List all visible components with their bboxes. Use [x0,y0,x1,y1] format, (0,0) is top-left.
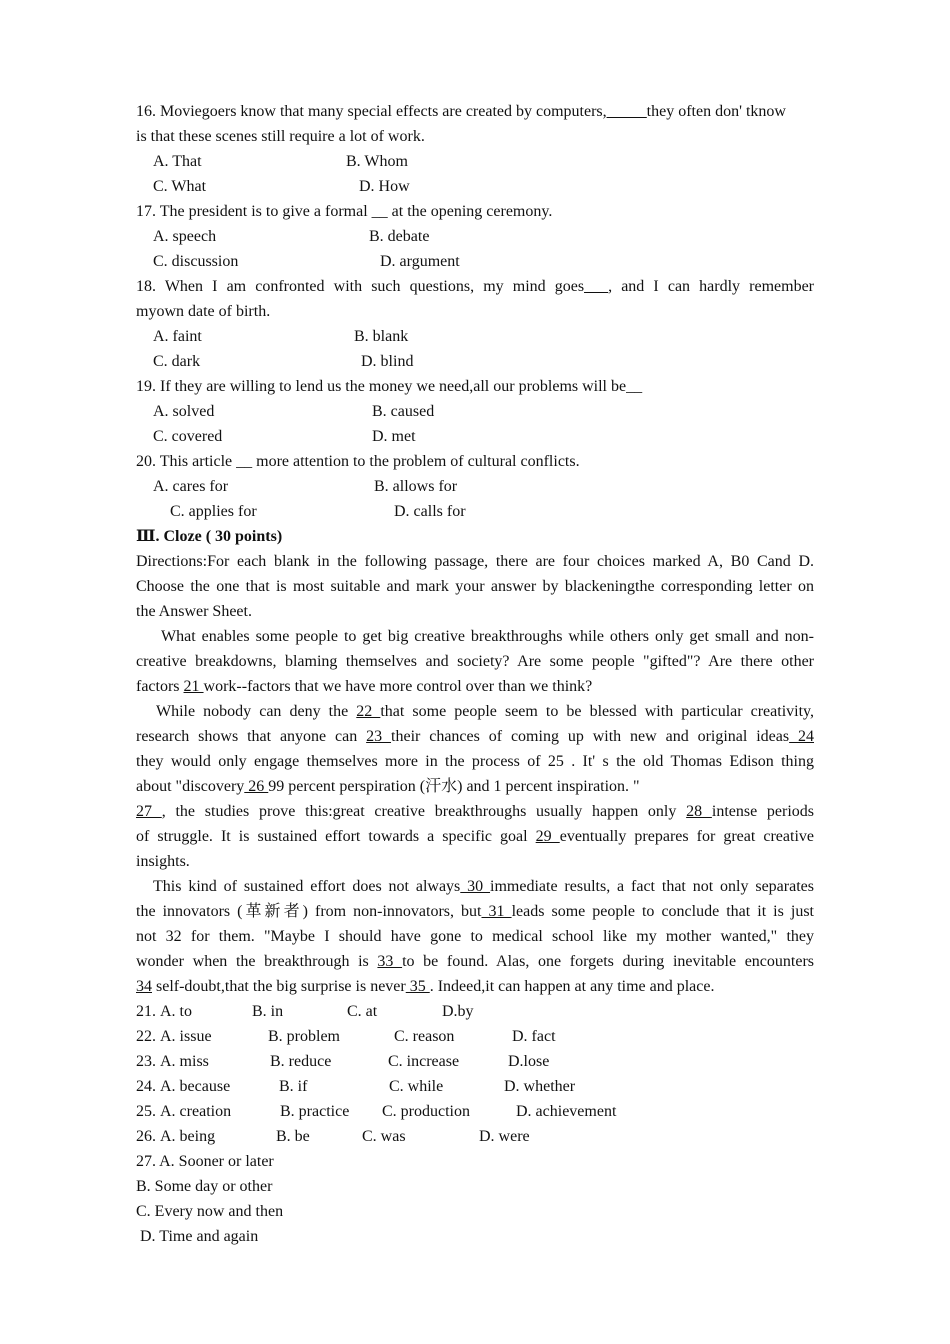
choice-number: 22. [136,1028,156,1045]
passage-p1-line-3: factors 21 work--factors that we have more control over than we think? [136,678,593,695]
directions-line-2: Choose the one that is most suitable and mark your answer by blackeningthe corresponding letter on [136,578,814,595]
q19-stem: 19. If they are willing to lend us the money we need,all our problems will be__ [136,378,643,395]
q20-option-b: B. allows for [374,478,458,495]
q27-option-a: 27. A. Sooner or later [136,1153,274,1170]
choice-option-a: A. issue [160,1028,212,1045]
blank-22: 22 [356,703,381,720]
q18-blank: ___ [584,278,609,295]
blank-27: 27 [136,803,162,820]
q18-stem-line-1: 18. When I am confronted with such questions, my mind goes___, and I can hardly remember [136,278,814,295]
choice-number: 24. [136,1078,156,1095]
passage-p2-line-7: insights. [136,853,190,870]
choice-option-c: C. reason [394,1028,455,1045]
q19-options-row-2 [136,424,814,449]
choice-number: 26. [136,1128,156,1145]
q16-blank: _____ [606,103,647,120]
q27-option-b: B. Some day or other [136,1178,273,1195]
blank-35: 35 [405,978,430,995]
choice-option-c: C. while [389,1078,444,1095]
choice-option-c: C. was [362,1128,406,1145]
q20-option-a: A. cares for [153,478,229,495]
passage-p3-line-2: the innovators (革新者) from non-innovators, but 31 leads some people to conclude that it is just [136,903,814,920]
choice-option-c: C. increase [388,1053,460,1070]
passage-p3-line-5: 34 self-doubt,that the big surprise is never 35 . Indeed,it can happen at any time and place. [136,978,715,995]
q19-option-c: C. covered [153,428,223,445]
passage-p2-line-5: 27 , the studies prove this:great creative breakthroughs usually happen only 28 intense periods [136,803,814,820]
q16-options-row-2 [136,174,814,199]
q16-options-row-1 [136,149,814,174]
q18-options-row-2 [136,349,814,374]
choice-option-a: A. miss [160,1053,209,1070]
q17-option-b: B. debate [369,228,430,245]
blank-21: 21 [183,678,204,695]
blank-29: 29 [535,828,560,845]
passage-p2-line-1: While nobody can deny the 22 that some people seem to be blessed with particular creativity, [156,703,814,720]
blank-24: 24 [789,728,814,745]
choice-row-25 [136,1099,814,1124]
q20-option-c: C. applies for [170,503,257,520]
section-heading: Ⅲ. Cloze ( 30 points) [136,528,283,545]
q16-stem-line-1: 16. Moviegoers know that many special effects are created by computers,_____they often don' tknow [136,103,786,120]
choice-option-a: A. to [160,1003,192,1020]
choice-row-26 [136,1124,814,1149]
choice-row-24 [136,1074,814,1099]
passage-p2-line-4: about "discovery 26 99 percent perspiration (汗水) and 1 percent inspiration. " [136,778,640,795]
q18-option-a: A. faint [153,328,202,345]
choice-number: 25. [136,1103,156,1120]
passage-p3-line-1: This kind of sustained effort does not always 30 immediate results, a fact that not only separates [153,878,814,895]
q19-option-b: B. caused [372,403,435,420]
q20-stem: 20. This article __ more attention to the problem of cultural conflicts. [136,453,580,470]
q17-options-row-1 [136,224,814,249]
q19-option-d: D. met [372,428,416,445]
q18-options-row-1 [136,324,814,349]
blank-34: 34 [136,978,152,995]
choice-option-d: D. fact [512,1028,556,1045]
passage-p1-line-2: creative breakdowns, blaming themselves and society? Are some people "gifted"? Are there other [136,653,814,670]
choice-option-a: A. being [160,1128,216,1145]
q18-option-d: D. blind [361,353,414,370]
passage-p1-line-1: What enables some people to get big creative breakthroughs while others only get small and non- [161,628,814,645]
q27-option-d: D. Time and again [136,1228,259,1245]
choice-option-a: A. because [160,1078,231,1095]
choice-option-a: A. creation [160,1103,232,1120]
choice-number: 21. [136,1003,156,1020]
q16-stem-line-2: is that these scenes still require a lot of work. [136,128,425,145]
choice-option-b: B. if [279,1078,308,1095]
choice-option-d: D. were [479,1128,530,1145]
choice-option-b: B. problem [268,1028,340,1045]
q20-options-row-2 [136,499,814,524]
passage-p2-line-2: research shows that anyone can 23 their chances of coming up with new and original ideas 24 [136,728,814,745]
q20-options-row-1 [136,474,814,499]
q16-option-c: C. What [153,178,207,195]
choice-option-b: B. in [252,1003,284,1020]
q17-option-c: C. discussion [153,253,239,270]
choice-option-b: B. practice [280,1103,350,1120]
q18-stem-line-2: myown date of birth. [136,303,271,320]
directions-line-1: Directions:For each blank in the following passage, there are four choices marked A, B0 Cand D. [136,553,814,570]
choice-row-21 [136,999,814,1024]
blank-26: 26 [244,778,269,795]
blank-28: 28 [686,803,712,820]
choice-row-22 [136,1024,814,1049]
passage-p3-line-3: not 32 for them. "Maybe I should have gone to medical school like my mother wanted," they [136,928,814,945]
blank-30: 30 [460,878,491,895]
choice-option-b: B. reduce [270,1053,332,1070]
choice-option-d: D. achievement [516,1103,617,1120]
q19-options-row-1 [136,399,814,424]
q17-option-a: A. speech [153,228,217,245]
q16-option-d: D. How [359,178,410,195]
document-content [136,99,814,1249]
directions-line-3: the Answer Sheet. [136,603,252,620]
choice-option-b: B. be [276,1128,310,1145]
q16-option-a: A. That [153,153,202,170]
q19-option-a: A. solved [153,403,215,420]
choice-option-d: D.lose [508,1053,550,1070]
choice-row-23 [136,1049,814,1074]
blank-31: 31 [481,903,512,920]
q17-stem: 17. The president is to give a formal __ at the opening ceremony. [136,203,553,220]
choice-option-d: D.by [442,1003,474,1020]
blank-23: 23 [366,728,392,745]
q17-options-row-2 [136,249,814,274]
q20-option-d: D. calls for [394,503,466,520]
blank-33: 33 [377,953,403,970]
q18-option-c: C. dark [153,353,201,370]
passage-p2-line-6: of struggle. It is sustained effort towards a specific goal 29 eventually prepares for great creative [136,828,814,845]
q16-option-b: B. Whom [346,153,408,170]
choice-number: 23. [136,1053,156,1070]
passage-p3-line-4: wonder when the breakthrough is 33 to be found. Alas, one forgets during inevitable encounters [136,953,814,970]
choice-option-d: D. whether [504,1078,576,1095]
choice-option-c: C. production [382,1103,470,1120]
choice-option-c: C. at [347,1003,378,1020]
q18-option-b: B. blank [354,328,409,345]
q17-option-d: D. argument [380,253,460,270]
passage-p2-line-3: they would only engage themselves more in the process of 25 . It' s the old Thomas Edison thing [136,753,814,770]
q27-option-c: C. Every now and then [136,1203,284,1220]
